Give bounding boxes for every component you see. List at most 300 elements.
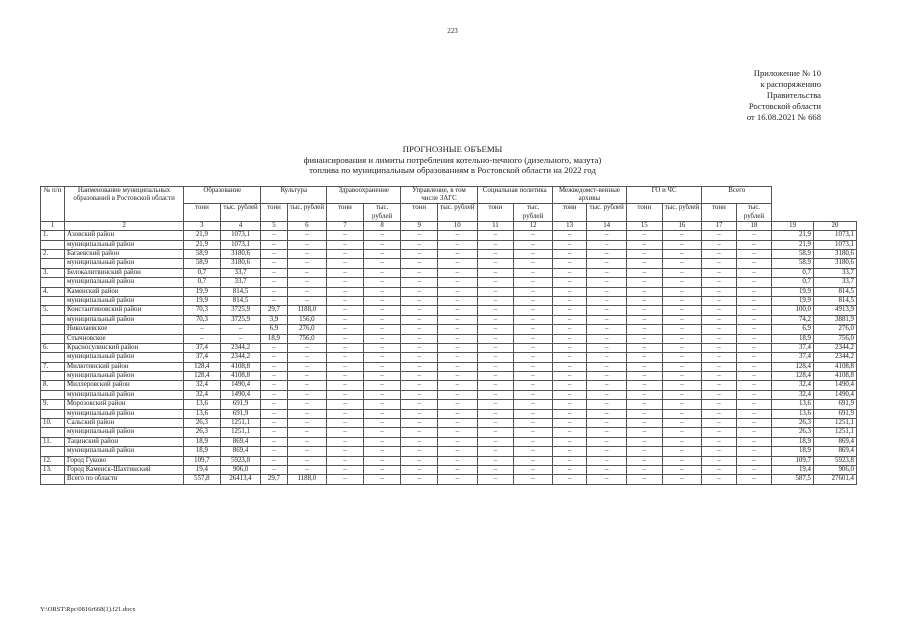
row-value: – xyxy=(261,268,287,277)
header-unit-ton: тонн xyxy=(184,204,221,221)
row-value: – xyxy=(363,315,401,324)
row-value: – xyxy=(627,325,663,334)
table-row xyxy=(41,306,857,315)
header-group: Здравоохранение xyxy=(327,187,401,204)
table-row xyxy=(41,381,857,390)
row-value: – xyxy=(514,437,553,446)
header-unit-ton: тонн xyxy=(552,204,586,221)
row-value: – xyxy=(437,306,477,315)
row-value: – xyxy=(627,334,663,343)
row-value: – xyxy=(736,268,772,277)
row-value: 756,0 xyxy=(287,334,327,343)
row-value: – xyxy=(327,315,364,324)
row-value: – xyxy=(662,231,702,240)
row-value: 58,9 xyxy=(772,249,814,258)
row-value: – xyxy=(514,334,553,343)
row-value: – xyxy=(587,278,627,287)
row-value: – xyxy=(736,306,772,315)
row-value: – xyxy=(627,240,663,249)
row-value: – xyxy=(327,268,364,277)
row-value: – xyxy=(437,428,477,437)
row-value: – xyxy=(552,428,586,437)
row-value: 1073,1 xyxy=(220,231,261,240)
row-value: – xyxy=(327,240,364,249)
row-value: – xyxy=(662,325,702,334)
row-value: – xyxy=(587,409,627,418)
row-value: – xyxy=(477,465,514,474)
row-value: – xyxy=(261,456,287,465)
row-value: – xyxy=(327,390,364,399)
row-value: 869,4 xyxy=(814,437,857,446)
title-line: финансирования и лимиты потребления котельно-печного (дизельного, мазута) xyxy=(303,154,602,165)
row-value: 3881,9 xyxy=(814,315,857,324)
row-value: – xyxy=(327,381,364,390)
row-value: 869,4 xyxy=(814,447,857,456)
row-value: 18,9 xyxy=(184,447,221,456)
row-value: – xyxy=(401,315,438,324)
row-value: – xyxy=(363,456,401,465)
column-number: 12 xyxy=(514,221,553,230)
row-value: – xyxy=(552,268,586,277)
row-number: 3. xyxy=(41,268,65,277)
row-value: – xyxy=(287,240,327,249)
row-number xyxy=(41,296,65,305)
row-value: – xyxy=(261,362,287,371)
row-value: 26413,4 xyxy=(220,475,261,484)
row-value: – xyxy=(662,315,702,324)
row-value: 1073,1 xyxy=(220,240,261,249)
row-value: 1251,1 xyxy=(814,428,857,437)
row-name: Город Каменск-Шахтинский xyxy=(65,465,184,474)
row-number: 4. xyxy=(41,287,65,296)
row-value: – xyxy=(477,381,514,390)
row-value: – xyxy=(662,419,702,428)
row-value: 19,9 xyxy=(184,296,221,305)
row-name: Красносулинский район xyxy=(65,343,184,352)
row-value: – xyxy=(287,456,327,465)
row-value: – xyxy=(514,456,553,465)
row-value: – xyxy=(477,456,514,465)
table-row xyxy=(41,343,857,352)
row-value: 0,7 xyxy=(184,268,221,277)
row-value: – xyxy=(287,428,327,437)
row-value: – xyxy=(401,465,438,474)
row-value: – xyxy=(662,381,702,390)
row-value: – xyxy=(327,419,364,428)
row-value: 2344,2 xyxy=(220,353,261,362)
row-value: – xyxy=(401,475,438,484)
page-number: 223 xyxy=(447,27,458,35)
table-row xyxy=(41,475,857,484)
header-unit-rub: тыс. рублей xyxy=(662,204,702,221)
row-value: – xyxy=(287,231,327,240)
row-number: 8. xyxy=(41,381,65,390)
row-value: – xyxy=(736,400,772,409)
row-name: муниципальный район xyxy=(65,447,184,456)
row-value: – xyxy=(702,390,736,399)
row-value: – xyxy=(702,315,736,324)
row-value: 1188,0 xyxy=(287,475,327,484)
row-number: 9. xyxy=(41,400,65,409)
row-name: Сальский район xyxy=(65,419,184,428)
row-value: – xyxy=(627,409,663,418)
row-value: – xyxy=(363,465,401,474)
row-value: – xyxy=(702,287,736,296)
row-value: 4108,8 xyxy=(220,362,261,371)
row-value: – xyxy=(587,456,627,465)
row-value: – xyxy=(587,334,627,343)
row-value: – xyxy=(514,249,553,258)
row-value: – xyxy=(736,475,772,484)
header-unit-ton: тонн xyxy=(401,204,438,221)
row-value: – xyxy=(514,296,553,305)
row-value: – xyxy=(437,400,477,409)
row-number xyxy=(41,353,65,362)
column-number-row xyxy=(41,221,857,230)
row-value: – xyxy=(477,362,514,371)
row-value: – xyxy=(514,278,553,287)
row-value: 0,7 xyxy=(184,278,221,287)
row-value: 26,3 xyxy=(184,428,221,437)
row-value: – xyxy=(736,259,772,268)
row-value: – xyxy=(627,287,663,296)
row-value: 37,4 xyxy=(184,343,221,352)
table-row xyxy=(41,353,857,362)
row-value: – xyxy=(401,343,438,352)
row-value: – xyxy=(363,353,401,362)
row-value: 1251,1 xyxy=(220,428,261,437)
row-value: – xyxy=(261,353,287,362)
row-value: – xyxy=(736,362,772,371)
row-value: – xyxy=(736,334,772,343)
row-value: – xyxy=(437,475,477,484)
row-value: – xyxy=(514,428,553,437)
row-value: – xyxy=(261,231,287,240)
column-number: 15 xyxy=(627,221,663,230)
row-value: – xyxy=(552,353,586,362)
row-value: 33,7 xyxy=(220,268,261,277)
table-row xyxy=(41,231,857,240)
row-value: – xyxy=(437,296,477,305)
row-value: 33,7 xyxy=(814,268,857,277)
table-header xyxy=(41,187,857,231)
table-row xyxy=(41,400,857,409)
row-value: – xyxy=(702,447,736,456)
row-value: – xyxy=(477,278,514,287)
file-path-footer: Y:\ORST\Rpc\0816r668(1).f21.docx xyxy=(40,606,136,613)
row-value: 814,5 xyxy=(220,296,261,305)
row-value: 2344,2 xyxy=(814,353,857,362)
row-value: 109,7 xyxy=(772,456,814,465)
table-row xyxy=(41,419,857,428)
row-value: – xyxy=(363,362,401,371)
row-value: – xyxy=(327,287,364,296)
row-value: – xyxy=(627,296,663,305)
header-unit-rub: тыс. рублей xyxy=(437,204,477,221)
row-value: 1188,0 xyxy=(287,306,327,315)
row-value: – xyxy=(552,278,586,287)
row-value: – xyxy=(261,343,287,352)
row-value: 29,7 xyxy=(261,475,287,484)
row-value: – xyxy=(702,306,736,315)
row-value: – xyxy=(627,372,663,381)
row-value: 13,6 xyxy=(772,400,814,409)
row-value: 19,9 xyxy=(772,287,814,296)
row-name: Николаевское xyxy=(65,325,184,334)
row-value: – xyxy=(261,372,287,381)
row-value: – xyxy=(552,381,586,390)
row-value: 0,7 xyxy=(772,268,814,277)
row-value: – xyxy=(401,447,438,456)
row-value: – xyxy=(736,353,772,362)
row-value: – xyxy=(287,409,327,418)
row-value: 3725,9 xyxy=(220,306,261,315)
row-value: – xyxy=(287,419,327,428)
row-value: – xyxy=(514,390,553,399)
fuel-table xyxy=(40,186,857,485)
row-value: – xyxy=(261,381,287,390)
row-value: – xyxy=(662,400,702,409)
row-value: – xyxy=(363,268,401,277)
row-value: 109,7 xyxy=(184,456,221,465)
row-value: 814,5 xyxy=(814,296,857,305)
row-value: – xyxy=(702,437,736,446)
row-value: – xyxy=(627,400,663,409)
row-value: – xyxy=(552,334,586,343)
table-row xyxy=(41,456,857,465)
column-number: 17 xyxy=(702,221,736,230)
row-value: – xyxy=(702,362,736,371)
row-value: 4108,8 xyxy=(814,372,857,381)
row-value: 3725,9 xyxy=(220,315,261,324)
row-value: – xyxy=(437,353,477,362)
row-value: – xyxy=(552,306,586,315)
row-value: – xyxy=(736,287,772,296)
row-name: муниципальный район xyxy=(65,278,184,287)
column-number: 16 xyxy=(662,221,702,230)
row-value: 18,9 xyxy=(772,437,814,446)
column-number: 10 xyxy=(437,221,477,230)
table-row xyxy=(41,372,857,381)
row-value: – xyxy=(736,278,772,287)
header-unit-rub: тыс. рублей xyxy=(287,204,327,221)
header-unit-rub: тыс. рублей xyxy=(363,204,401,221)
row-value: – xyxy=(662,240,702,249)
row-value: – xyxy=(261,428,287,437)
row-value: – xyxy=(702,372,736,381)
row-value: – xyxy=(261,296,287,305)
row-value: 13,6 xyxy=(772,409,814,418)
row-value: – xyxy=(627,437,663,446)
row-value: 557,8 xyxy=(184,475,221,484)
column-number: 20 xyxy=(814,221,857,230)
row-value: – xyxy=(552,437,586,446)
appendix-line: от 16.08.2021 № 668 xyxy=(746,112,821,122)
column-number: 14 xyxy=(587,221,627,230)
row-value: – xyxy=(287,465,327,474)
row-value: – xyxy=(327,456,364,465)
row-value: – xyxy=(363,259,401,268)
row-value: 869,4 xyxy=(220,437,261,446)
row-value: – xyxy=(401,372,438,381)
row-value: – xyxy=(736,390,772,399)
table-row xyxy=(41,447,857,456)
row-value: – xyxy=(587,325,627,334)
row-value: – xyxy=(437,409,477,418)
row-value: – xyxy=(587,296,627,305)
row-value: – xyxy=(363,419,401,428)
row-value: – xyxy=(327,249,364,258)
row-value: – xyxy=(287,278,327,287)
row-value: – xyxy=(662,475,702,484)
row-value: – xyxy=(401,231,438,240)
row-value: – xyxy=(587,428,627,437)
row-value: – xyxy=(736,325,772,334)
row-name: Милютинский район xyxy=(65,362,184,371)
row-value: 21,9 xyxy=(184,231,221,240)
row-value: 3180,6 xyxy=(220,259,261,268)
row-value: – xyxy=(627,475,663,484)
row-value: – xyxy=(261,409,287,418)
row-value: 19,4 xyxy=(772,465,814,474)
row-value: – xyxy=(363,343,401,352)
row-value: – xyxy=(514,447,553,456)
row-value: 0,7 xyxy=(772,278,814,287)
row-value: 128,4 xyxy=(184,372,221,381)
row-value: – xyxy=(514,381,553,390)
row-number: 12. xyxy=(41,456,65,465)
row-value: – xyxy=(363,231,401,240)
row-number xyxy=(41,409,65,418)
row-value: 5923,8 xyxy=(814,456,857,465)
row-value: – xyxy=(587,249,627,258)
row-value: – xyxy=(401,278,438,287)
row-value: – xyxy=(662,372,702,381)
row-value: – xyxy=(552,287,586,296)
row-value: – xyxy=(514,372,553,381)
row-value: – xyxy=(327,409,364,418)
row-value: 74,2 xyxy=(772,315,814,324)
appendix-block xyxy=(747,68,821,123)
row-value: – xyxy=(627,343,663,352)
row-value: – xyxy=(363,390,401,399)
row-value: – xyxy=(477,287,514,296)
row-value: 18,9 xyxy=(772,447,814,456)
row-value: – xyxy=(587,372,627,381)
row-value: – xyxy=(287,390,327,399)
row-value: – xyxy=(437,287,477,296)
row-value: – xyxy=(327,343,364,352)
row-value: – xyxy=(702,381,736,390)
row-value: – xyxy=(401,428,438,437)
header-unit-rub: тыс. рублей xyxy=(587,204,627,221)
row-value: – xyxy=(702,231,736,240)
row-value: 26,3 xyxy=(772,428,814,437)
row-value: – xyxy=(477,343,514,352)
appendix-line: Приложение № 10 xyxy=(753,68,821,78)
column-number: 6 xyxy=(287,221,327,230)
row-value: – xyxy=(514,353,553,362)
document-title xyxy=(0,144,905,176)
header-unit-ton: тонн xyxy=(261,204,287,221)
row-value: – xyxy=(287,362,327,371)
row-value: – xyxy=(327,437,364,446)
row-value: – xyxy=(587,240,627,249)
row-value: – xyxy=(627,362,663,371)
row-value: – xyxy=(702,400,736,409)
row-value: – xyxy=(363,372,401,381)
row-value: – xyxy=(287,372,327,381)
row-value: – xyxy=(327,325,364,334)
row-value: – xyxy=(552,240,586,249)
row-value: – xyxy=(477,306,514,315)
row-value: – xyxy=(736,437,772,446)
row-value: – xyxy=(437,259,477,268)
row-value: – xyxy=(261,259,287,268)
row-name: Тацинский район xyxy=(65,437,184,446)
table-row xyxy=(41,240,857,249)
row-value: – xyxy=(702,278,736,287)
column-number: 7 xyxy=(327,221,364,230)
row-value: 18,9 xyxy=(772,334,814,343)
row-value: – xyxy=(514,465,553,474)
row-value: – xyxy=(662,334,702,343)
header-group: Всего xyxy=(702,187,772,204)
row-value: – xyxy=(327,428,364,437)
row-value: – xyxy=(514,240,553,249)
row-number: 1. xyxy=(41,231,65,240)
row-name: Азовский район xyxy=(65,231,184,240)
row-name: Морозовский район xyxy=(65,400,184,409)
appendix-line: к распоряжению xyxy=(760,79,821,89)
row-value: – xyxy=(587,400,627,409)
row-value: 4913,9 xyxy=(814,306,857,315)
row-value: – xyxy=(401,334,438,343)
row-value: – xyxy=(363,437,401,446)
row-value: – xyxy=(514,231,553,240)
row-value: – xyxy=(662,259,702,268)
row-value: 5923,8 xyxy=(220,456,261,465)
row-value: – xyxy=(552,259,586,268)
row-value: – xyxy=(261,465,287,474)
row-value: – xyxy=(736,296,772,305)
table-row xyxy=(41,437,857,446)
row-value: – xyxy=(327,278,364,287)
row-value: – xyxy=(627,315,663,324)
row-value: 32,4 xyxy=(772,381,814,390)
row-value: – xyxy=(401,437,438,446)
row-value: – xyxy=(437,325,477,334)
row-value: 1490,4 xyxy=(814,390,857,399)
row-value: – xyxy=(477,296,514,305)
row-value: – xyxy=(363,400,401,409)
row-value: – xyxy=(477,447,514,456)
row-number xyxy=(41,325,65,334)
header-unit-ton: тонн xyxy=(702,204,736,221)
row-value: – xyxy=(363,447,401,456)
row-value: – xyxy=(587,465,627,474)
row-value: – xyxy=(287,447,327,456)
row-name: муниципальный район xyxy=(65,259,184,268)
row-value: 6,9 xyxy=(261,325,287,334)
row-name: муниципальный район xyxy=(65,315,184,324)
row-value: – xyxy=(477,428,514,437)
row-value: – xyxy=(363,249,401,258)
row-value: – xyxy=(477,240,514,249)
row-value: – xyxy=(627,306,663,315)
row-number: 7. xyxy=(41,362,65,371)
row-value: – xyxy=(184,325,221,334)
